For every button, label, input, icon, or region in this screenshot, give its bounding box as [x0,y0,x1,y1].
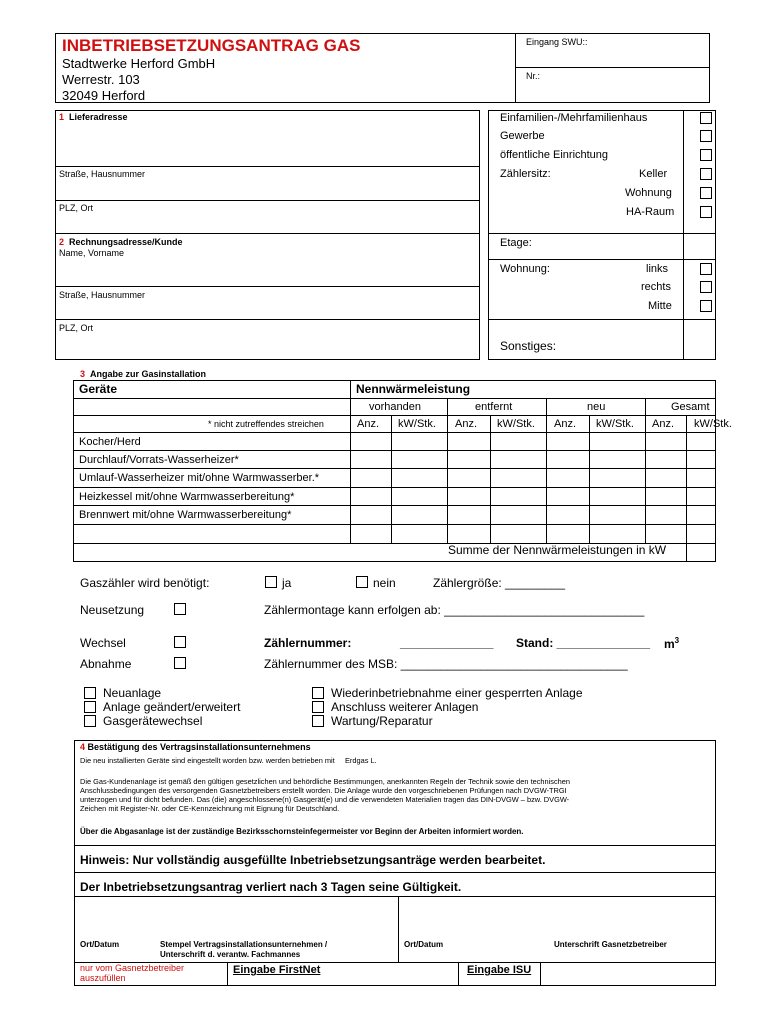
checkbox-house[interactable] [700,112,712,124]
sub-kw-1: kW/Stk. [398,418,436,430]
checkbox-wiederinbetriebnahme[interactable] [312,687,324,699]
sub-anz-3: Anz. [554,418,577,430]
zaehlernummer-line: ______________ [400,636,494,650]
sub-anz-1: Anz. [357,418,380,430]
label-zaehlernummer: Zählernummer: [264,636,352,650]
legal-paragraph-line: Die Gas-Kundenanlage ist gemäß den gültigen gesetzlichen und behördliche Bestimmungen, anerkannten Regeln der Technik sowie den technischen [80,777,571,786]
company-name: Stadtwerke Herford GmbH [62,56,216,71]
label-public: öffentliche Einrichtung [500,149,609,161]
label-wechsel: Wechsel [80,636,126,650]
label-abnahme: Abnahme [80,657,132,671]
label-eingabe-isu: Eingabe ISU [467,964,532,976]
checkbox-wechsel[interactable] [174,636,186,648]
checkbox-ja[interactable] [265,576,277,588]
col-entfernt: entfernt [475,401,513,413]
label-neuanlage: Neuanlage [103,686,162,700]
checkbox-links[interactable] [700,263,712,275]
label-zaehlergroesse: Zählergröße: _________ [433,576,566,590]
label-house: Einfamilien-/Mehrfamilienhaus [500,112,648,124]
label-sonstiges: Sonstiges: [500,339,557,353]
label-anlage-geaendert: Anlage geändert/erweitert [103,700,241,714]
legal-paragraph-line: Zeichen mit Register-Nr. oder CE-Kennzeichnung mit Eignung für Deutschland. [80,804,340,813]
label-zaehlermontage: Zählermontage kann erfolgen ab: ______________________________ [264,603,645,617]
label-gaszaehler-needed: Gaszähler wird benötigt: [80,576,210,590]
label-gasgeraetewechsel: Gasgerätewechsel [103,714,203,728]
col-vorhanden: vorhanden [369,401,421,413]
checkbox-nein[interactable] [356,576,368,588]
col-neu: neu [587,401,606,413]
label-unterschrift-netzbetreiber: Unterschrift Gasnetzbetreiber [554,940,667,949]
checkbox-anlage-geaendert[interactable] [84,701,96,713]
summe-label: Summe der Nennwärmeleistungen in kW [448,543,667,557]
checkbox-mitte[interactable] [700,300,712,312]
label-mitte: Mitte [648,300,672,312]
lieferadresse-street-label: Straße, Hausnummer [59,169,146,179]
label-stand: Stand: ______________ [516,636,651,650]
sub-kw-2: kW/Stk. [497,418,535,430]
device-row: Heizkessel mit/ohne Warmwasserbereitung* [79,491,295,503]
lieferadresse-plz-label: PLZ, Ort [59,203,94,213]
label-wohnung: Wohnung [625,187,672,199]
rechnung-street-label: Straße, Hausnummer [59,290,146,300]
label-anschluss: Anschluss weiterer Anlagen [331,700,479,714]
label-ort-datum-2: Ort/Datum [404,940,444,949]
eingang-label: Eingang SWU:: [526,37,588,47]
device-row: Durchlauf/Vorrats-Wasserheizer* [79,454,239,466]
label-wartung: Wartung/Reparatur [331,714,433,728]
company-street: Werrestr. 103 [62,72,140,87]
col-gesamt: Gesamt [671,401,710,413]
nr-label: Nr.: [526,71,541,81]
geraete-betrieb-text: Die neu installierten Geräte sind eingestellt worden bzw. werden betrieben mit Erdgas L. [80,756,377,765]
legal-paragraph-line: unterzogen und für dicht befunden. Das (die) angeschlossene(n) Gasgerät(e) und die verwendeten Materialien tragen das DIN-DVGW – bzw. DVGW- [80,795,570,804]
label-rechts: rechts [641,281,671,293]
col-geraete: Geräte [79,382,118,396]
checkbox-neuanlage[interactable] [84,687,96,699]
device-row: Kocher/Herd [79,436,141,448]
section2-title: 2 Rechnungsadresse/Kunde [59,237,183,247]
sub-anz-4: Anz. [652,418,675,430]
label-neusetzung: Neusetzung [80,603,145,617]
device-row: Brennwert mit/ohne Warmwasserbereitung* [79,509,292,521]
label-wohnung-position: Wohnung: [500,263,550,275]
label-etage: Etage: [500,237,532,249]
streichen-note: * nicht zutreffendes streichen [208,419,324,429]
label-keller: Keller [639,168,668,180]
label-ort-datum-1: Ort/Datum [80,940,120,949]
checkbox-abnahme[interactable] [174,657,186,669]
device-row: Umlauf-Wasserheizer mit/ohne Warmwasserber.* [79,472,320,484]
checkbox-rechts[interactable] [700,281,712,293]
col-nennwaermeleistung: Nennwärmeleistung [356,382,471,396]
section1-title: 1 Lieferadresse [59,112,128,122]
checkbox-anschluss[interactable] [312,701,324,713]
address-box [55,110,480,360]
sub-anz-2: Anz. [455,418,478,430]
legal-paragraph-line: Anschlussbedingungen des versorgenden Gasnetzbetreibers erstellt worden. Die Anlage wurde den vorgeschriebenen Prüfungen nach DVGW-TRGI [80,786,567,795]
checkbox-gewerbe[interactable] [700,130,712,142]
label-stempel: Stempel Vertragsinstallationsunternehmen / [160,940,328,949]
building-info-box [488,110,716,360]
unit-m3: $m^3$ [664,636,680,651]
form-title: INBETRIEBSETZUNGSANTRAG GAS [62,36,361,55]
company-city: 32049 Herford [62,88,146,103]
checkbox-neusetzung[interactable] [174,603,186,615]
label-ja: ja [282,576,292,590]
label-zaehlersitz: Zählersitz: [500,168,551,180]
checkbox-public[interactable] [700,149,712,161]
hinweis-notice: Hinweis: Nur vollständig ausgefüllte Inbetriebsetzungsanträge werden bearbeitet. [80,853,546,867]
abgas-notice: Über die Abgasanlage ist der zuständige Bezirksschornsteinfegermeister vor Beginn der Arbeiten informiert worden. [80,827,524,836]
label-eingabe-firstnet: Eingabe FirstNet [233,964,321,976]
sub-kw-3: kW/Stk. [596,418,634,430]
sub-kw-4: kW/Stk. [694,418,732,430]
section4-title: 4 Bestätigung des Vertragsinstallationsunternehmens [80,742,311,752]
label-gewerbe: Gewerbe [500,130,545,142]
rechnung-plz-label: PLZ, Ort [59,323,94,333]
checkbox-ha-raum[interactable] [700,206,712,218]
checkbox-gasgeraetewechsel[interactable] [84,715,96,727]
label-links: links [646,263,669,275]
label-unterschrift-fachmann: Unterschrift d. verantw. Fachmannes [160,950,301,959]
rechnung-name-label: Name, Vorname [59,248,125,258]
footer-note: nur vom Gasnetzbetreiber auszufüllen [80,963,185,984]
label-wiederinbetriebnahme: Wiederinbetriebnahme einer gesperrten Anlage [331,686,583,700]
label-ha-raum: HA-Raum [626,206,675,218]
checkbox-wartung[interactable] [312,715,324,727]
checkbox-keller[interactable] [700,168,712,180]
section3-title: 3 Angabe zur Gasinstallation [80,369,207,379]
validity-notice: Der Inbetriebsetzungsantrag verliert nach 3 Tagen seine Gültigkeit. [80,880,462,894]
label-msb-nummer: Zählernummer des MSB: __________________________________ [264,657,628,671]
checkbox-wohnung[interactable] [700,187,712,199]
label-nein: nein [373,576,396,590]
